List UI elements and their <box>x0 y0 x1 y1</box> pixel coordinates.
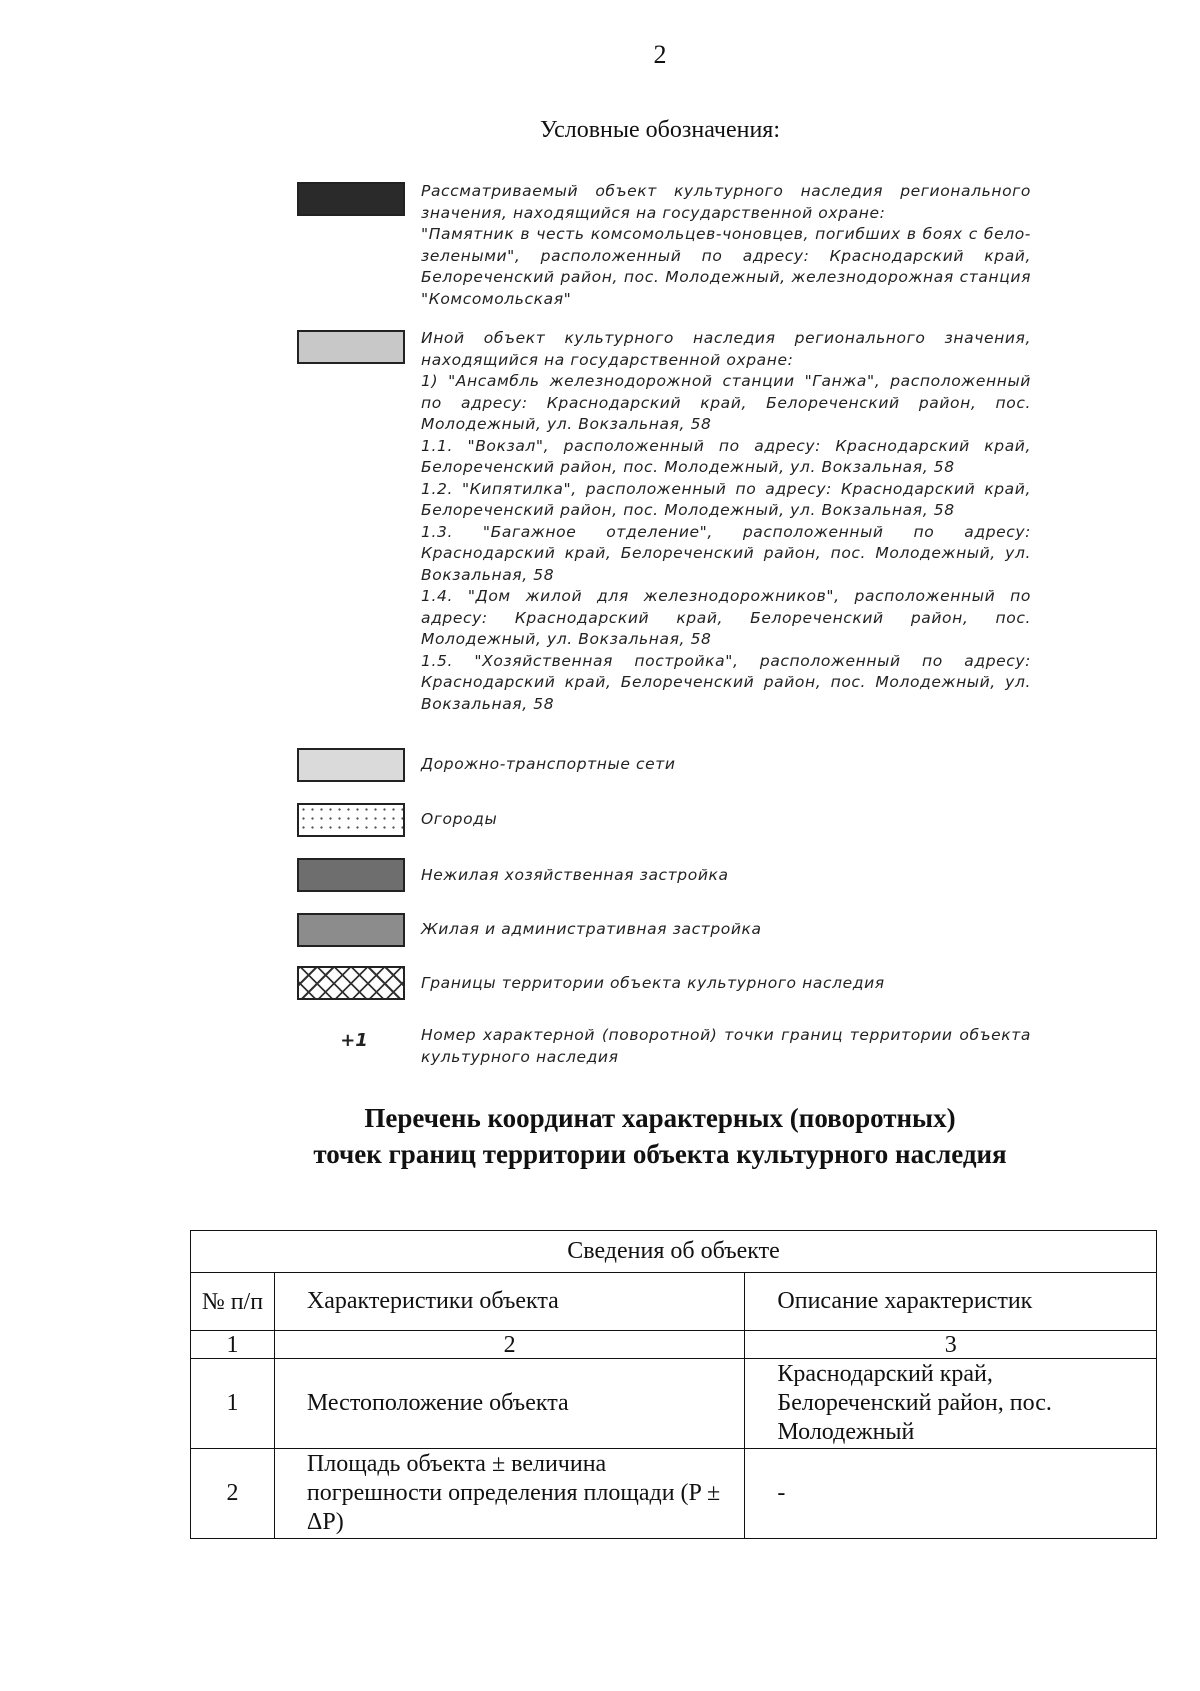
heading-line: точек границ территории объекта культурного наследия <box>313 1139 1007 1169</box>
column-number: 1 <box>191 1331 275 1359</box>
point-marker-icon: +1 <box>340 1030 368 1051</box>
page-number: 2 <box>653 40 667 69</box>
legend-paragraph: Рассматриваемый объект культурного наследия регионального значения, находящийся на государственной охране: <box>421 182 1031 222</box>
table-row <box>191 1359 1157 1449</box>
legend-text: Номер характерной (поворотной) точки границ территории объекта культурного наследия <box>421 1026 1031 1066</box>
legend-text <box>421 328 1031 715</box>
dark-fill-swatch <box>297 182 405 216</box>
light-fill-swatch <box>297 330 405 364</box>
legend-text: Огороды <box>421 810 498 828</box>
legend-title: Условные обозначения: <box>539 117 781 143</box>
legend-paragraph: 1) "Ансамбль железнодорожной станции "Ганжа", расположенный по адресу: Краснодарский край, Белореченский район, пос. Молодежный, ул. Вокзальная, 58 <box>421 372 1031 433</box>
header-description: Описание характеристик <box>745 1273 1157 1331</box>
legend-paragraph: 1.4. "Дом жилой для железнодорожников", расположенный по адресу: Краснодарский край, Белореченский район, пос. Молодежный, ул. Вокзальная, 58 <box>421 587 1031 648</box>
legend-text: Границы территории объекта культурного наследия <box>421 974 885 992</box>
nonresidential-fill-swatch <box>297 858 405 892</box>
legend-paragraph: 1.2. "Кипятилка", расположенный по адресу: Краснодарский край, Белореченский район, пос. Молодежный, ул. Вокзальная, 58 <box>421 479 1031 519</box>
legend-text <box>421 181 1031 310</box>
table-header-row <box>191 1273 1157 1331</box>
object-info-table <box>190 1230 1157 1539</box>
row-characteristic: Площадь объекта ± величина погрешности определения площади (P ± ΔP) <box>274 1449 745 1539</box>
column-number: 3 <box>745 1331 1157 1359</box>
legend-paragraph: 1.1. "Вокзал", расположенный по адресу: Краснодарский край, Белореченский район, пос. Молодежный, ул. Вокзальная, 58 <box>421 436 1031 476</box>
dotted-fill-swatch <box>297 803 405 837</box>
legend-text: Нежилая хозяйственная застройка <box>421 866 729 884</box>
row-characteristic: Местоположение объекта <box>274 1359 745 1449</box>
table-caption-row <box>191 1231 1157 1273</box>
crosshatch-swatch <box>297 966 405 1000</box>
header-characteristic: Характеристики объекта <box>274 1273 745 1331</box>
table-caption: Сведения об объекте <box>191 1231 1157 1273</box>
residential-fill-swatch <box>297 913 405 947</box>
heading-line: Перечень координат характерных (поворотных) <box>364 1103 956 1133</box>
legend-paragraph: 1.5. "Хозяйственная постройка", расположенный по адресу: Краснодарский край, Белореченский район, пос. Молодежный, ул. Вокзальная, 58 <box>421 651 1031 713</box>
legend-text: Жилая и административная застройка <box>421 920 762 938</box>
column-number: 2 <box>274 1331 745 1359</box>
row-num: 1 <box>191 1359 275 1449</box>
table-row <box>191 1449 1157 1539</box>
section-heading <box>0 1100 1200 1172</box>
header-num: № п/п <box>191 1273 275 1331</box>
row-description: - <box>745 1449 1157 1539</box>
legend-text: Дорожно-транспортные сети <box>421 755 676 773</box>
row-description: Краснодарский край, Белореченский район, пос. Молодежный <box>745 1359 1157 1449</box>
column-number-row <box>191 1331 1157 1359</box>
legend-paragraph: Иной объект культурного наследия регионального значения, находящийся на государственной охране: <box>421 329 1031 369</box>
row-num: 2 <box>191 1449 275 1539</box>
legend-paragraph: "Памятник в честь комсомольцев-чоновцев, погибших в боях с бело-зелеными", расположенный по адресу: Краснодарский край, Белореченский район, пос. Молодежный, железнодорожная станция "Комсомольская" <box>421 225 1031 308</box>
legend-paragraph: 1.3. "Багажное отделение", расположенный по адресу: Краснодарский край, Белореченский район, пос. Молодежный, ул. Вокзальная, 58 <box>421 522 1031 584</box>
road-fill-swatch <box>297 748 405 782</box>
